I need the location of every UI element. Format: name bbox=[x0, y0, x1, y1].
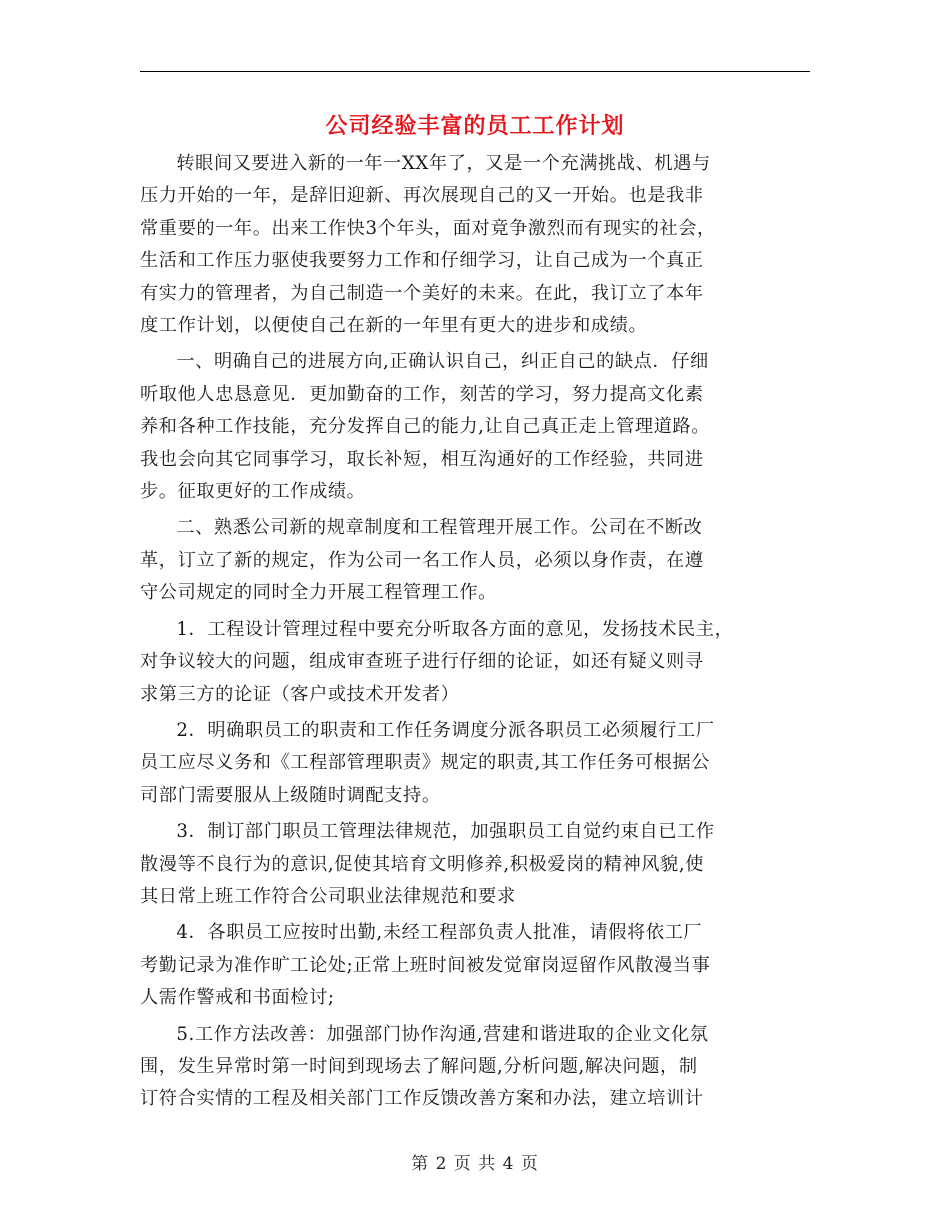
paragraph-line: 2．明确职员工的职责和工作任务调度分派各职员工必须履行工厂 bbox=[176, 719, 715, 741]
paragraph-line: 司部门需要服从上级随时调配支持。 bbox=[140, 784, 441, 806]
paragraph-line: 有实力的管理者，为自己制造一个美好的未来。在此，我订立了本年 bbox=[140, 282, 704, 304]
paragraph-line: 员工应尽义务和《工程部管理职责》规定的职责,其工作任务可根据公 bbox=[140, 752, 711, 774]
paragraph-line: 订符合实情的工程及相关部门工作反馈改善方案和办法，建立培训计 bbox=[140, 1088, 704, 1110]
paragraph-line: 围，发生异常时第一时间到现场去了解问题,分析问题,解决问题，制 bbox=[140, 1055, 698, 1077]
paragraph-line: 守公司规定的同时全力开展工程管理工作。 bbox=[140, 582, 497, 604]
paragraph-line: 听取他人忠恳意见．更加勤奋的工作，刻苦的学习，努力提高文化素 bbox=[140, 383, 704, 405]
paragraph-line: 1．工程设计管理过程中要充分听取各方面的意见，发扬技术民主， bbox=[176, 618, 734, 640]
paragraph-line: 养和各种工作技能，充分发挥自己的能力,让自己真正走上管理道路。 bbox=[140, 416, 711, 438]
paragraph bbox=[140, 346, 810, 508]
paragraph-line: 度工作计划，以便使自己在新的一年里有更大的进步和成绩。 bbox=[140, 315, 648, 337]
paragraph bbox=[140, 816, 810, 913]
paragraph bbox=[140, 917, 810, 1014]
page-footer: 第 2 页 共 4 页 bbox=[411, 1154, 539, 1174]
paragraph-line: 革，订立了新的规定，作为公司一名工作人员，必须以身作责，在遵 bbox=[140, 549, 704, 571]
paragraph bbox=[140, 1019, 810, 1116]
paragraph-line: 生活和工作压力驱使我要努力工作和仔细学习，让自己成为一个真正 bbox=[140, 250, 704, 272]
paragraph bbox=[140, 614, 810, 711]
paragraph-line: 压力开始的一年，是辞旧迎新、再次展现自己的又一开始。也是我非 bbox=[140, 185, 704, 207]
paragraph-line: 二、熟悉公司新的规章制度和工程管理开展工作。公司在不断改 bbox=[176, 517, 703, 539]
paragraph-line: 我也会向其它同事学习，取长补短，相互沟通好的工作经验，共同进 bbox=[140, 448, 704, 470]
paragraph-line: 求第三方的论证（客户或技术开发者） bbox=[140, 683, 460, 705]
header-rule bbox=[140, 71, 810, 72]
paragraph-line: 3．制订部门职员工管理法律规范，加强职员工自觉约束自已工作 bbox=[176, 821, 715, 843]
paragraph-line: 其日常上班工作符合公司职业法律规范和要求 bbox=[140, 885, 516, 907]
paragraph-line: 对争议较大的问题，组成审查班子进行仔细的论证，如还有疑义则寻 bbox=[140, 651, 704, 673]
paragraph-line: 常重要的一年。出来工作快3个年头，面对竟争激烈而有现实的社会， bbox=[140, 217, 716, 239]
paragraph-line: 一、明确自己的进展方向,正确认识自己，纠正自己的缺点．仔细 bbox=[176, 351, 709, 373]
paragraph-line: 转眼间又要进入新的一年一XX年了，又是一个充满挑战、机遇与 bbox=[176, 153, 711, 174]
paragraph-line: 步。征取更好的工作成绩。 bbox=[140, 481, 366, 503]
paragraph bbox=[140, 512, 810, 609]
document-body bbox=[140, 148, 810, 1120]
paragraph-line: 5.工作方法改善：加强部门协作沟通,营建和谐进取的企业文化氛 bbox=[176, 1023, 709, 1045]
paragraph bbox=[140, 715, 810, 812]
paragraph-line: 4．各职员工应按时出勤,未经工程部负责人批准，请假将依工厂 bbox=[176, 922, 703, 944]
paragraph-line: 考勤记录为准作旷工论处;正常上班时间被发觉窜岗逗留作风散漫当事 bbox=[140, 954, 711, 976]
document-title: 公司经验丰富的员工工作计划 bbox=[325, 113, 625, 139]
paragraph-line: 人需作警戒和书面检讨; bbox=[140, 987, 335, 1009]
paragraph bbox=[140, 148, 810, 342]
paragraph-line: 散漫等不良行为的意识,促使其培育文明修养,积极爱岗的精神风貌,使 bbox=[140, 853, 704, 875]
